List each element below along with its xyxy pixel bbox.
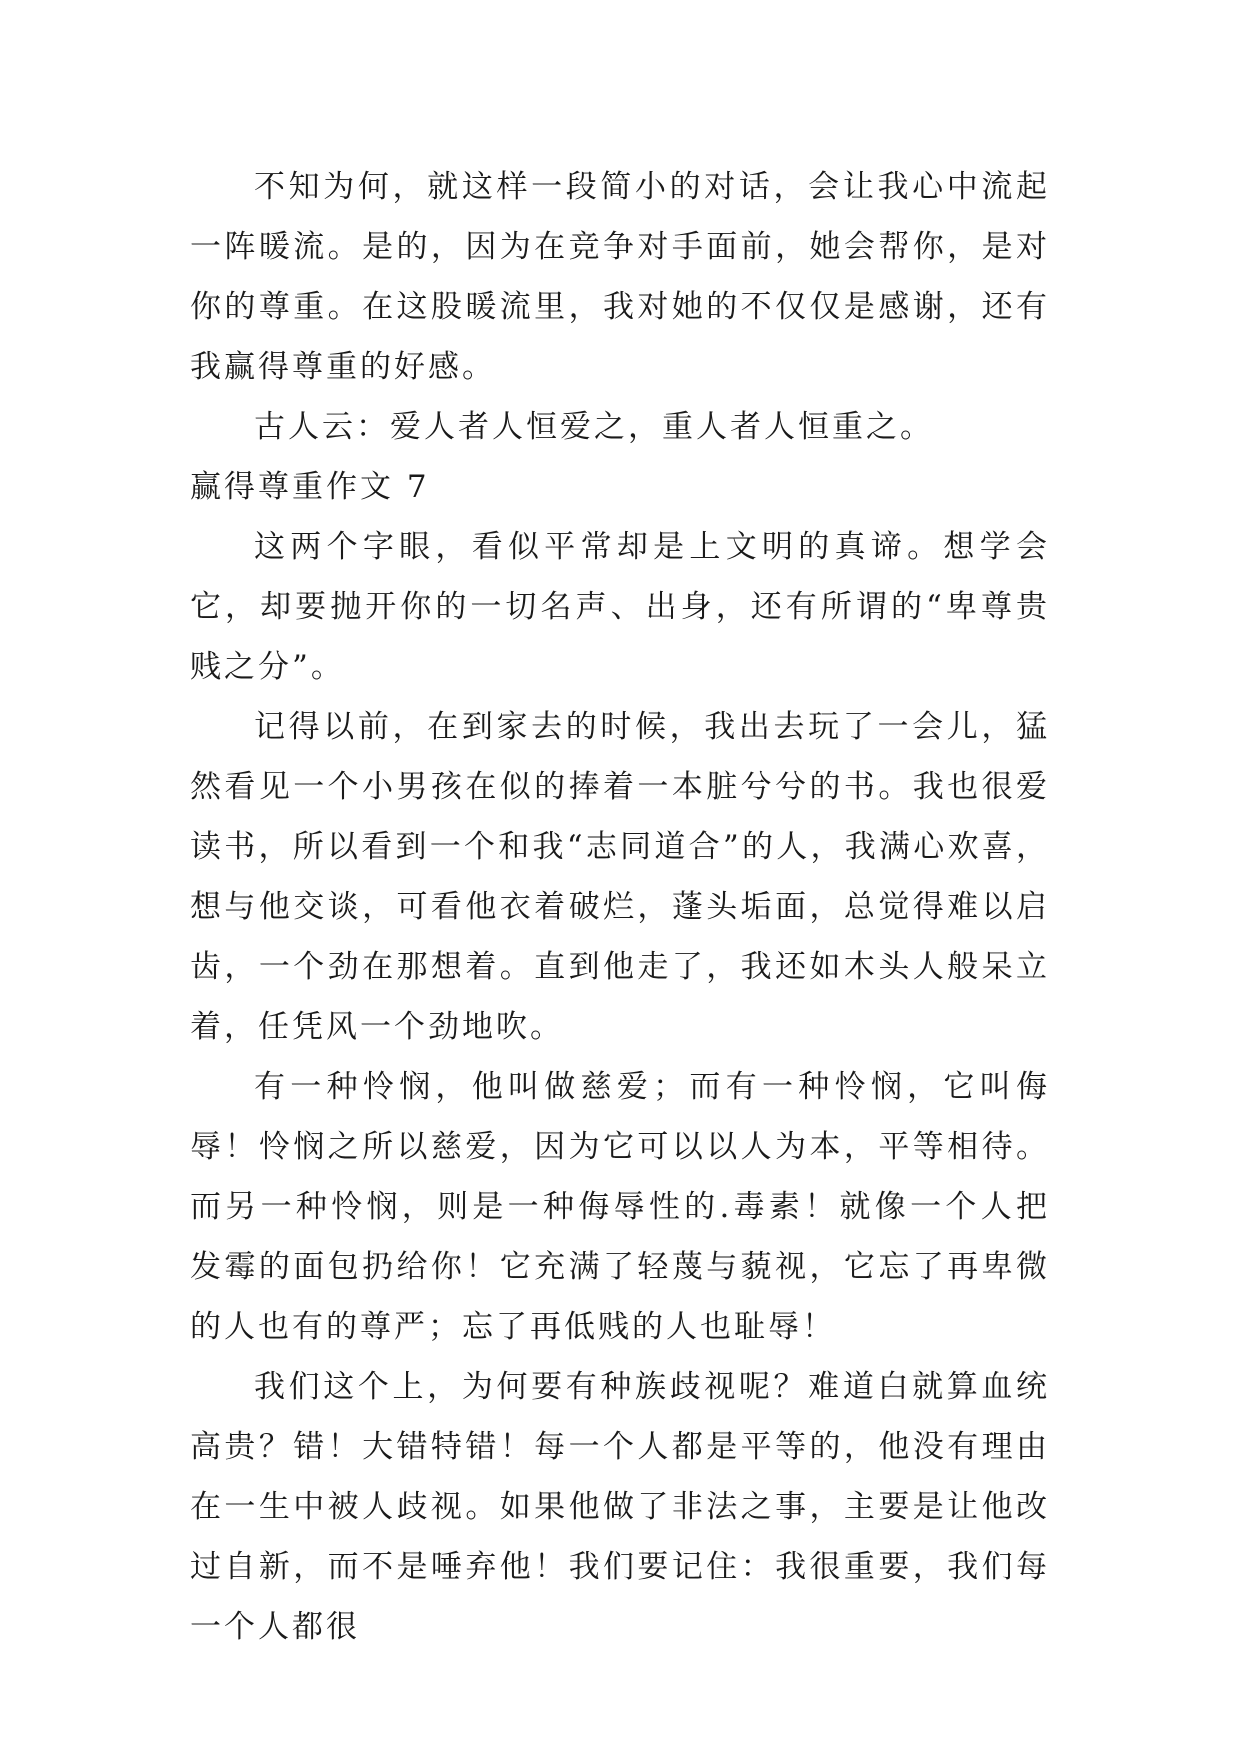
paragraph-two-words: 这两个字眼，看似平常却是上文明的真谛。想学会它，却要抛开你的一切名声、出身，还有所谓的“卑尊贵贱之分”。	[190, 529, 1050, 685]
paragraph-discrimination: 我们这个上，为何要有种族歧视呢？难道白就算血统高贵？错！大错特错！每一个人都是平等的，他没有理由在一生中被人歧视。如果他做了非法之事，主要是让他改过自新，而不是唾弃他！我们要记住：我很重要，我们每一个人都很	[190, 1369, 1050, 1645]
paragraph-ancient-quote: 古人云：爱人者人恒爱之，重人者人恒重之。	[254, 409, 934, 445]
paragraph-warm-dialogue: 不知为何，就这样一段简小的对话，会让我心中流起一阵暖流。是的，因为在竞争对手面前，她会帮你，是对你的尊重。在这股暖流里，我对她的不仅仅是感谢，还有我赢得尊重的好感。	[190, 169, 1050, 385]
paragraph-pity: 有一种怜悯，他叫做慈爱；而有一种怜悯，它叫侮辱！怜悯之所以慈爱，因为它可以以人为本，平等相待。而另一种怜悯，则是一种侮辱性的.毒素！就像一个人把发霉的面包扔给你！它充满了轻蔑与藐视，它忘了再卑微的人也有的尊严；忘了再低贱的人也耻辱！	[190, 1069, 1050, 1345]
paragraph-memory-boy: 记得以前，在到家去的时候，我出去玩了一会儿，猛然看见一个小男孩在似的捧着一本脏兮兮的书。我也很爱读书，所以看到一个和我“志同道合”的人，我满心欢喜，想与他交谈，可看他衣着破烂，蓬头垢面，总觉得难以启齿，一个劲在那想着。直到他走了，我还如木头人般呆立着，任凭风一个劲地吹。	[190, 709, 1050, 1045]
essay-heading: 赢得尊重作文 7	[190, 469, 430, 505]
document-body	[190, 157, 1050, 1657]
